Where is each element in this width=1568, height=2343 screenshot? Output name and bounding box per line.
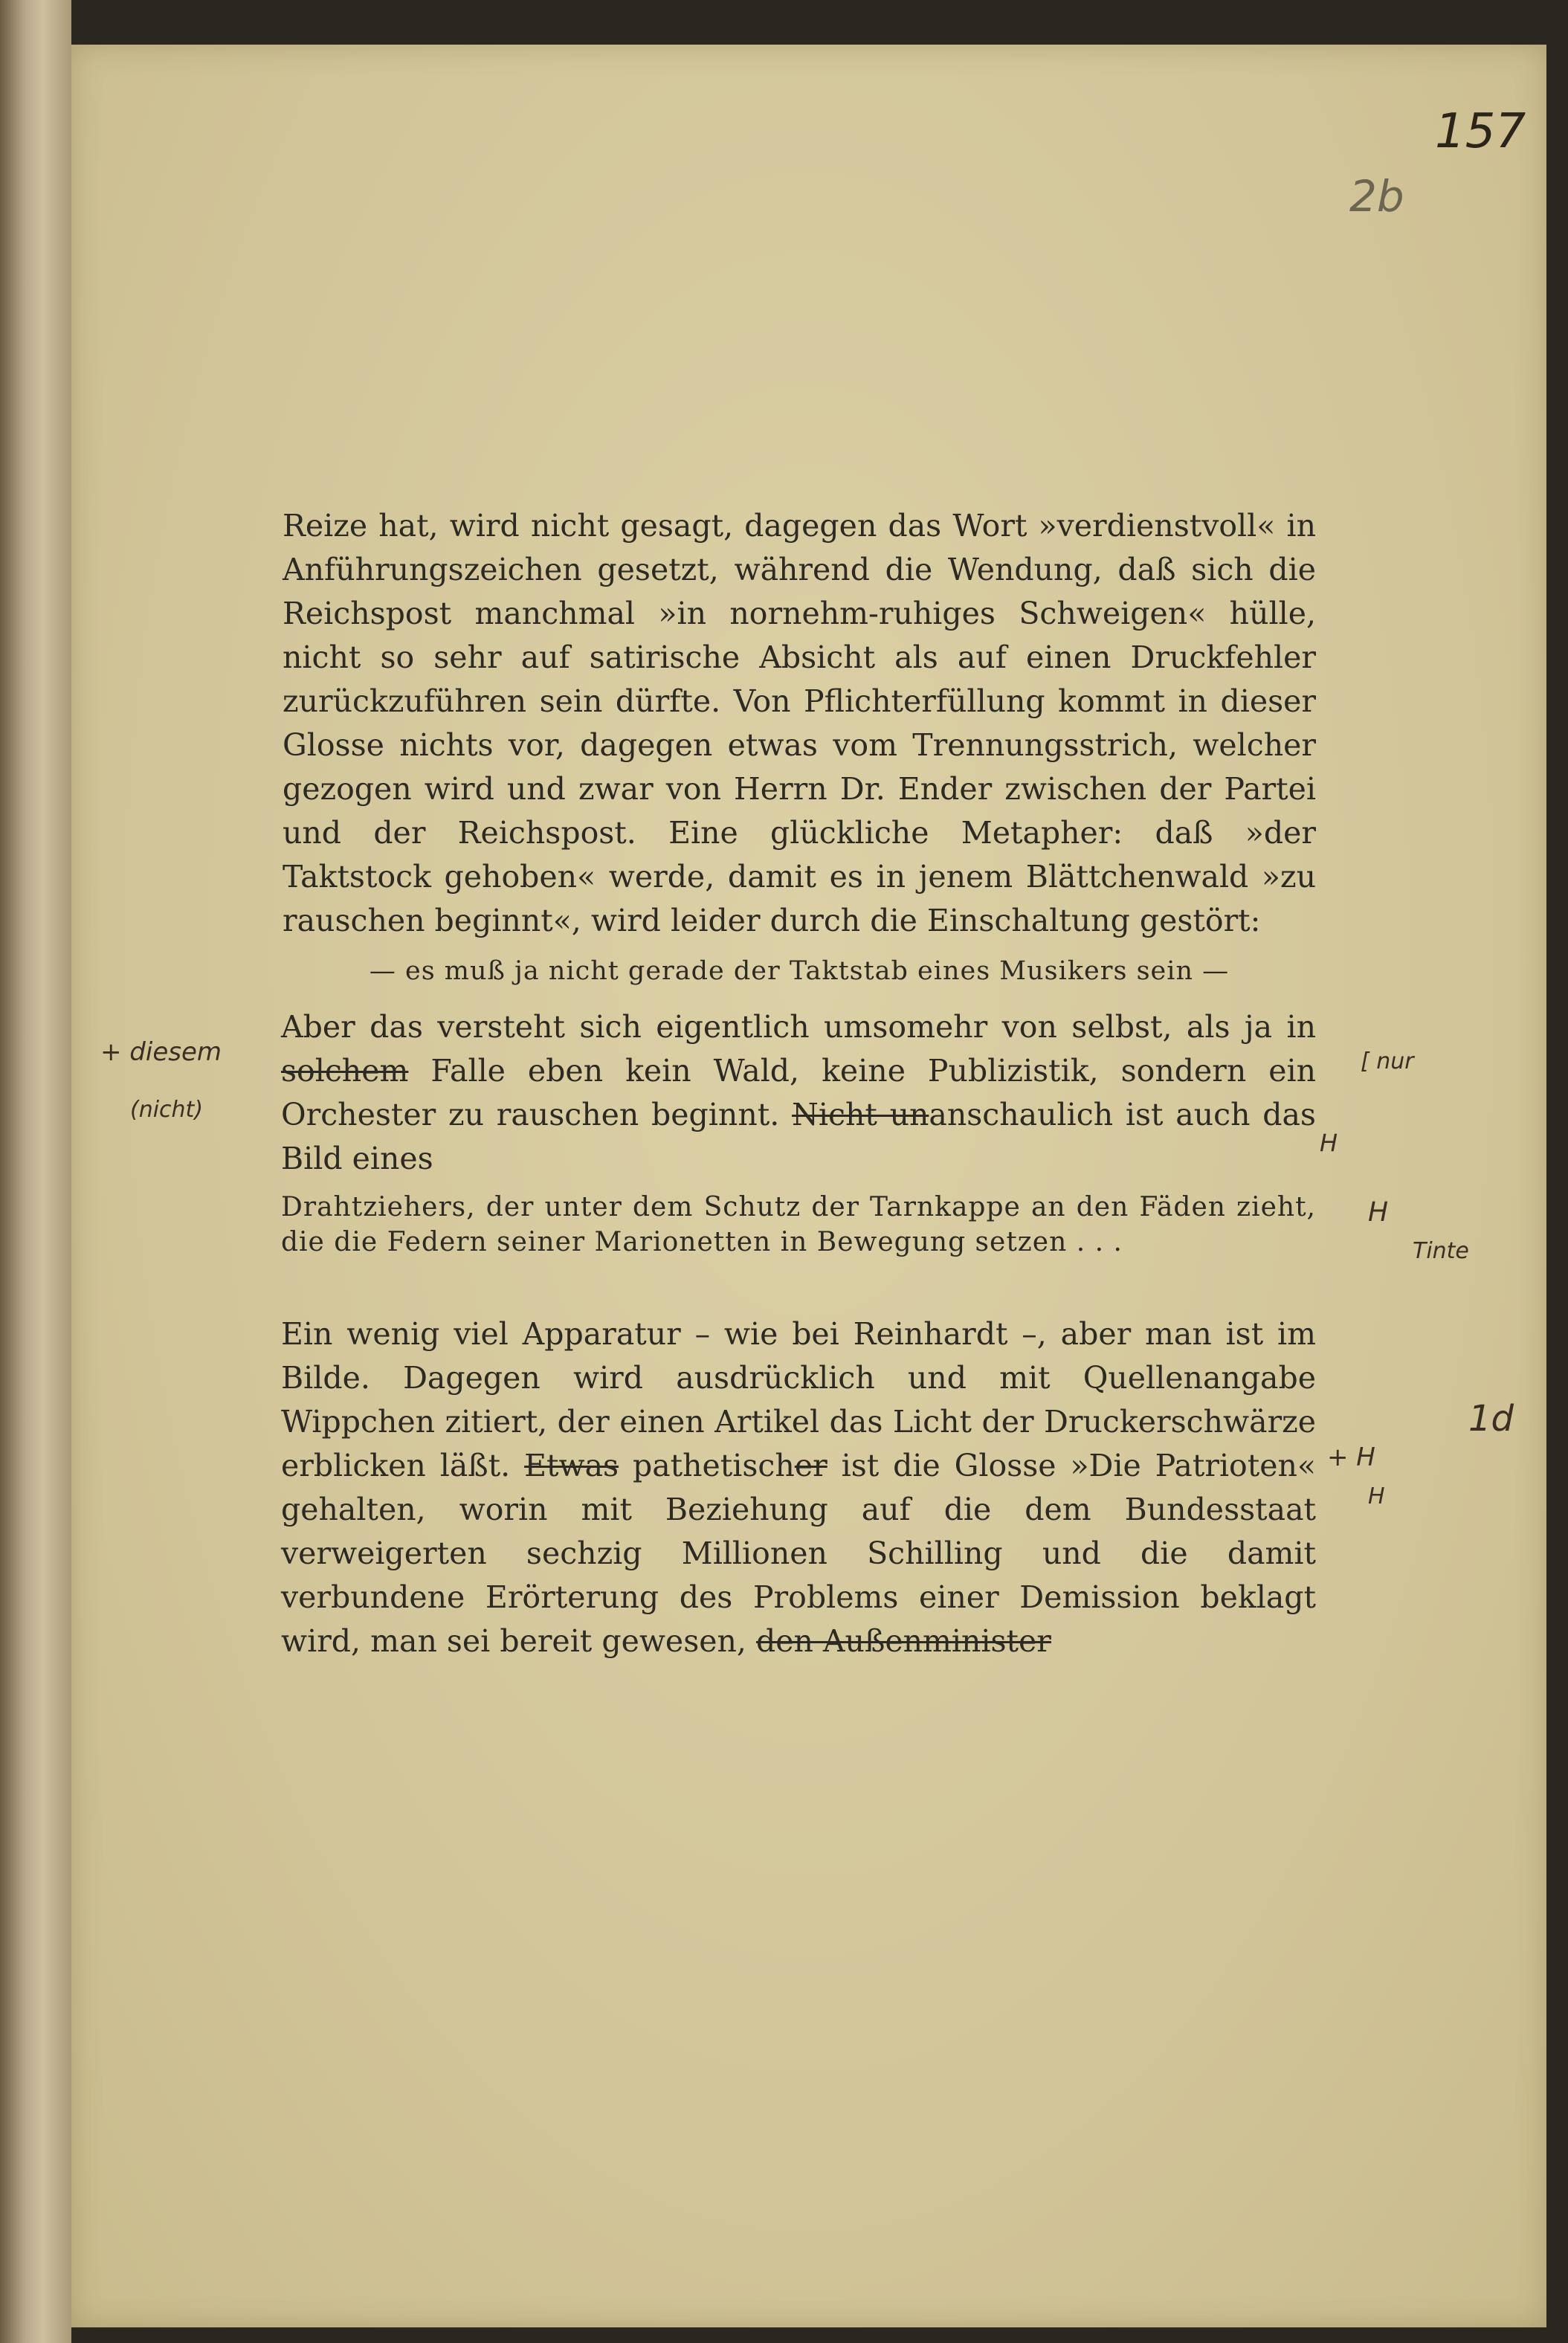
margin-note-right-7: H xyxy=(1368,1483,1385,1509)
paragraph-2 xyxy=(281,1005,1316,1181)
paragraph-1: Reize hat, wird nicht gesagt, dagegen das Wort »verdienstvoll« in Anführungszeichen gesetzt, während die Wendung, daß sich die Reichspost manchmal »in nornehm-ruhiges Schweigen« hülle, nicht so sehr auf satirische Absicht als auf einen Druckfehler zurückzuführen sein dürfte. Von Pflichterfüllung kommt in dieser Glosse nichts vor, dagegen etwas vom Trennungsstrich, welcher gezogen wird und zwar von Herrn Dr. Ender zwischen der Partei und der Reichspost. Eine glückliche Metapher: daß »der Taktstock gehoben« werde, damit es in jenem Blättchenwald »zu rauschen beginnt«, wird leider durch die Einschaltung gestört: xyxy=(283,508,1316,938)
archive-mark: 2b xyxy=(1349,171,1404,222)
margin-note-right-6: + H xyxy=(1327,1443,1375,1472)
margin-note-right-5: 1d xyxy=(1468,1398,1514,1440)
margin-note-left-1: + diesem xyxy=(100,1037,222,1067)
paragraph-3 xyxy=(281,1312,1316,1663)
struck-phrase-aussenminister: den Außenminister xyxy=(755,1623,1051,1659)
struck-word-etwas: Etwas xyxy=(524,1448,619,1483)
page-number: 157 xyxy=(1435,104,1526,159)
margin-note-right-1: [ nur xyxy=(1361,1048,1414,1074)
struck-word-nicht-un: Nicht un xyxy=(792,1097,929,1132)
struck-word-solchem: solchem xyxy=(281,1053,409,1089)
margin-note-left-2: (nicht) xyxy=(130,1097,204,1123)
paragraph-2-part-c: anschaulich ist auch das Bild eines xyxy=(281,1097,1316,1176)
struck-suffix-er: er xyxy=(794,1448,827,1483)
paragraph-3-part-a: Ein wenig viel Apparatur – wie bei Reinhardt –, aber man ist im Bilde. Dagegen wird ausdrücklich und mit Quellenangabe Wippchen zitiert, der einen Artikel das Licht der Druckerschwärze erblicken läßt. xyxy=(281,1316,1316,1483)
quote-inserted-remark: — es muß ja nicht gerade der Taktstab eines Musikers sein — xyxy=(369,956,1230,986)
margin-note-right-4: Tinte xyxy=(1413,1238,1469,1264)
quote-drahtzieher: Drahtziehers, der unter dem Schutz der Tarnkappe an den Fäden zieht, die die Federn seiner Marionetten in Bewegung setzen . . . xyxy=(281,1192,1316,1257)
paragraph-3-part-b: pathetisch xyxy=(632,1448,795,1483)
paragraph-2-part-a: Aber das versteht sich eigentlich umsomehr von selbst, als ja in xyxy=(281,1009,1316,1045)
document-page xyxy=(71,45,1546,2327)
margin-note-right-3: H xyxy=(1368,1197,1389,1228)
book-cover-edge xyxy=(0,0,71,2343)
paragraph-3-part-c: ist die Glosse »Die Patrioten« gehalten, worin mit Beziehung auf die dem Bundesstaat verweigerten sechzig Millionen Schilling und die damit verbundene Erörterung des Problems einer Demission beklagt wird, man sei bereit gewesen, xyxy=(281,1448,1316,1659)
paragraph-2-part-b: Falle eben kein Wald, keine Publizistik, sondern ein Orchester zu rauschen beginnt. xyxy=(281,1053,1316,1132)
margin-note-right-2: H xyxy=(1320,1129,1338,1157)
